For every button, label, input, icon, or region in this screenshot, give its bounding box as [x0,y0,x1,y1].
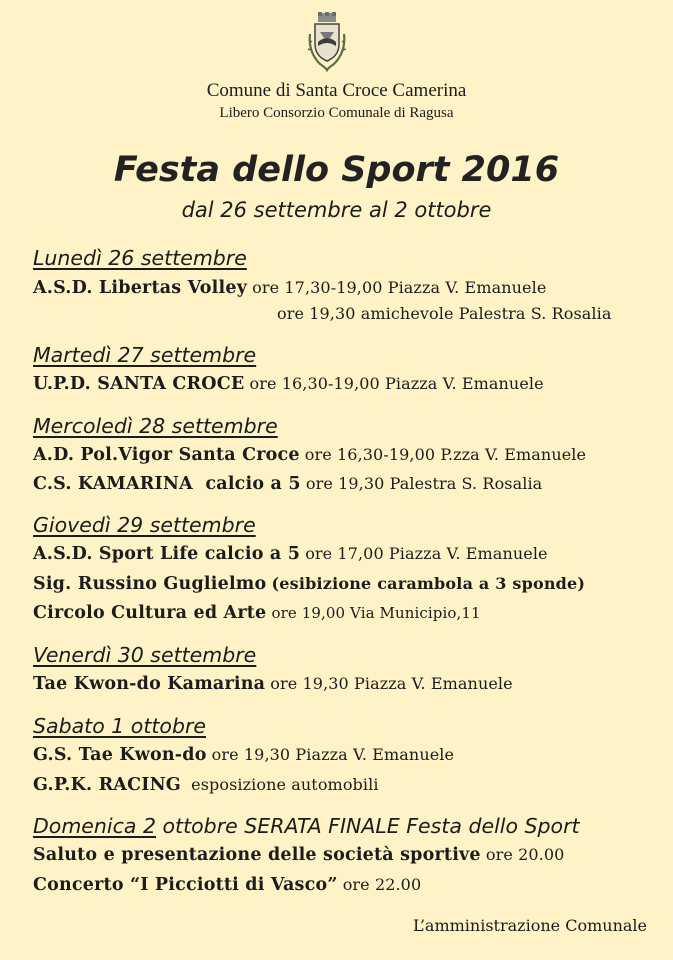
consortium-name: Libero Consorzio Comunale di Ragusa [219,105,454,121]
entry-name: U.P.D. SANTA CROCE [33,374,245,394]
entry-detail: ore 19,30 Piazza V. Emanuele [211,745,455,764]
schedule-entry [33,474,542,494]
entry-name: G.S. Tae Kwon-do [33,745,207,765]
day-heading-thursday: Giovedì 29 settembre [33,513,256,537]
day-heading-monday: Lunedì 26 settembre [33,246,247,270]
day-heading-sunday: Domenica 2 ottobre SERATA FINALE Festa dello Sport [33,814,580,838]
schedule-entry [33,875,421,895]
schedule-entry [33,544,548,564]
municipal-crest-icon [306,12,348,72]
schedule-entry [33,445,586,465]
entry-detail: ore 17,00 Piazza V. Emanuele [305,544,548,563]
entry-detail: esposizione automobili [191,775,379,794]
municipality-name: Comune di Santa Croce Camerina [206,80,467,101]
day-heading-friday: Venerdì 30 settembre [33,643,257,667]
entry-name: Concerto “I Picciotti di Vasco” [33,875,338,895]
schedule-entry [33,278,546,298]
schedule-entry [33,775,379,795]
day-heading-wednesday: Mercoledì 28 settembre [33,414,278,438]
entry-detail: ore 17,30-19,00 Piazza V. Emanuele [252,278,547,297]
event-title: Festa dello Sport 2016 [113,150,560,190]
entry-detail: ore 22.00 [342,875,422,894]
schedule-entry [33,374,544,394]
schedule-entry [33,745,454,765]
schedule-entry [33,845,564,865]
day-heading-tuesday: Martedì 27 settembre [33,343,257,367]
entry-detail: (esibizione carambola a 3 sponde) [271,574,586,593]
entry-name: Sig. Russino Guglielmo [33,574,267,594]
entry-detail: ore 16,30-19,00 P.zza V. Emanuele [304,445,587,464]
entry-name: G.P.K. RACING [33,775,181,795]
entry-detail: ore 19,30 amichevole Palestra S. Rosalia [277,304,612,323]
entry-name: Tae Kwon-do Kamarina [33,674,266,694]
entry-name: C.S. KAMARINA calcio a 5 [33,474,301,494]
entry-detail: ore 20.00 [485,845,565,864]
schedule-entry [33,603,481,623]
schedule-entry [33,674,513,694]
entry-name: A.S.D. Libertas Volley [33,278,248,298]
event-dates: dal 26 settembre al 2 ottobre [181,198,492,222]
entry-detail: ore 16,30-19,00 Piazza V. Emanuele [249,374,544,393]
day-heading-saturday: Sabato 1 ottobre [33,714,207,738]
entry-detail: ore 19,30 Palestra S. Rosalia [305,474,543,493]
entry-name: Saluto e presentazione delle società sportive [33,845,481,865]
entry-detail: ore 19,30 Piazza V. Emanuele [270,674,513,693]
entry-name: A.S.D. Sport Life calcio a 5 [33,544,301,564]
signature: L’amministrazione Comunale [413,916,647,935]
schedule-entry [277,304,611,323]
entry-detail: ore 19,00 Via Municipio,11 [271,604,481,622]
entry-name: A.D. Pol.Vigor Santa Croce [33,445,300,465]
entry-name: Circolo Cultura ed Arte [33,603,267,623]
schedule-entry [33,574,585,594]
